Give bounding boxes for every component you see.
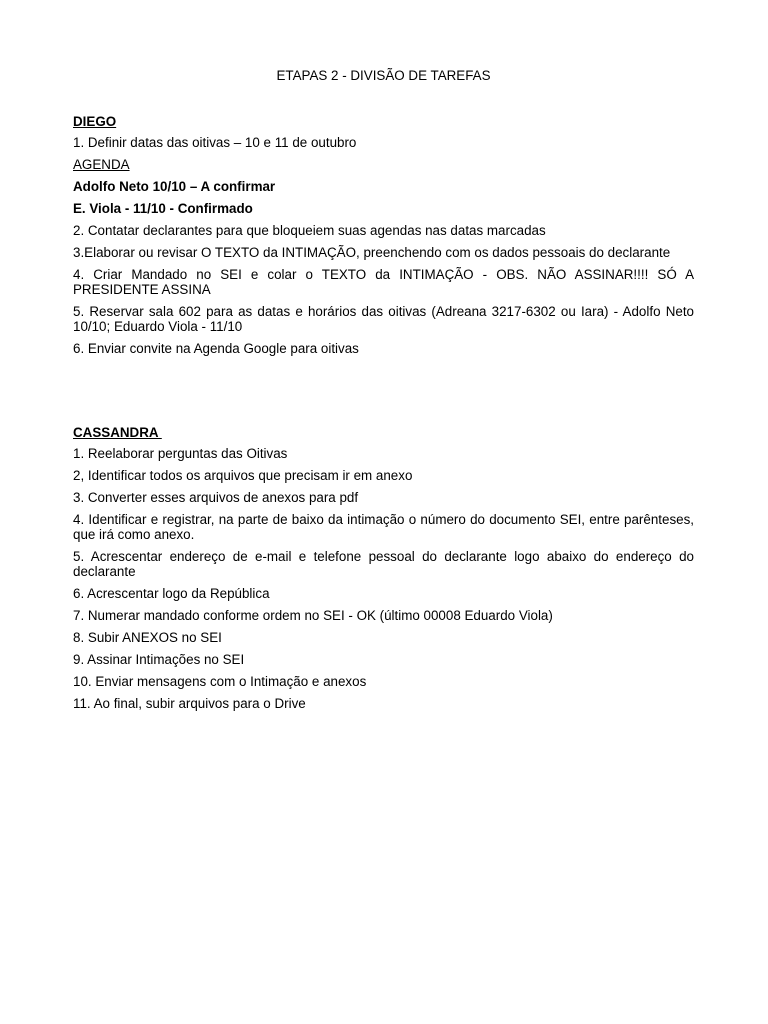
agenda-entry: Adolfo Neto 10/10 – A confirmar bbox=[73, 179, 276, 194]
section-heading-diego: DIEGO bbox=[73, 114, 117, 129]
task-item: 2. Contatar declarantes para que bloqueiem suas agendas nas datas marcadas bbox=[73, 223, 546, 238]
task-item: 2, Identificar todos os arquivos que precisam ir em anexo bbox=[73, 468, 413, 483]
task-item: 5. Acrescentar endereço de e-mail e telefone pessoal do declarante logo abaixo do endereço do declarante bbox=[73, 549, 694, 579]
agenda-label: AGENDA bbox=[73, 157, 130, 172]
agenda-entry: E. Viola - 11/10 - Confirmado bbox=[73, 201, 253, 216]
task-item: 4. Identificar e registrar, na parte de baixo da intimação o número do documento SEI, entre parênteses, que irá como anexo. bbox=[73, 512, 694, 542]
section-heading-cassandra: CASSANDRA bbox=[73, 425, 162, 440]
task-item: 8. Subir ANEXOS no SEI bbox=[73, 630, 222, 645]
task-item: 10. Enviar mensagens com o Intimação e anexos bbox=[73, 674, 367, 689]
task-item: 3.Elaborar ou revisar O TEXTO da INTIMAÇÃO, preenchendo com os dados pessoais do declarante bbox=[73, 245, 671, 260]
task-item: 3. Converter esses arquivos de anexos para pdf bbox=[73, 490, 359, 505]
document-title: ETAPAS 2 - DIVISÃO DE TAREFAS bbox=[276, 68, 491, 83]
task-item: 5. Reservar sala 602 para as datas e horários das oitivas (Adreana 3217-6302 ou Iara) - Adolfo Neto 10/10; Eduardo Viola - 11/10 bbox=[73, 304, 694, 334]
task-item: 1. Reelaborar perguntas das Oitivas bbox=[73, 446, 288, 461]
task-item: 11. Ao final, subir arquivos para o Drive bbox=[73, 696, 306, 711]
task-item: 9. Assinar Intimações no SEI bbox=[73, 652, 245, 667]
task-item: 7. Numerar mandado conforme ordem no SEI - OK (último 00008 Eduardo Viola) bbox=[73, 608, 553, 623]
section-diego bbox=[73, 114, 694, 363]
task-item: 4. Criar Mandado no SEI e colar o TEXTO da INTIMAÇÃO - OBS. NÃO ASSINAR!!!! SÓ A PRESIDENTE ASSINA bbox=[73, 267, 694, 297]
task-item: 1. Definir datas das oitivas – 10 e 11 de outubro bbox=[73, 135, 357, 150]
task-item: 6. Enviar convite na Agenda Google para oitivas bbox=[73, 341, 359, 356]
task-item: 6. Acrescentar logo da República bbox=[73, 586, 270, 601]
section-cassandra bbox=[73, 425, 694, 718]
